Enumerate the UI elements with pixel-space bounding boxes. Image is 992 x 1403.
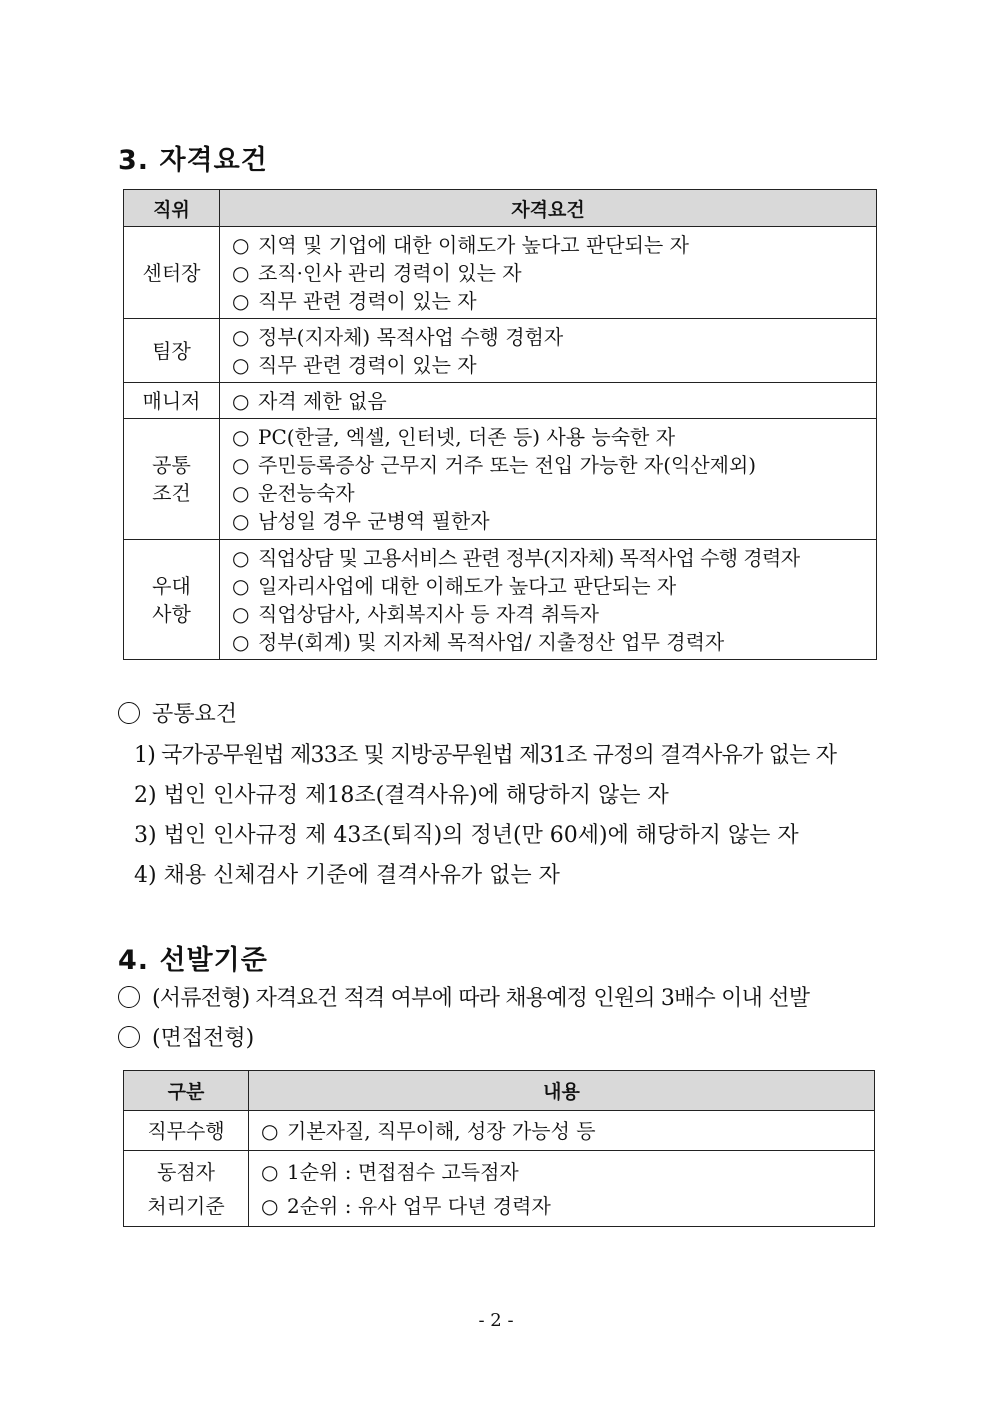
list-item: ○ 남성일 경우 군병역 필한자 — [232, 509, 490, 533]
requirements-cell — [220, 227, 877, 319]
header-content: 내용 — [249, 1071, 875, 1111]
position-cell: 우대 사항 — [124, 540, 220, 660]
list-item: ○ 지역 및 기업에 대한 이해도가 높다고 판단되는 자 — [232, 232, 689, 257]
category-cell: 직무수행 — [124, 1111, 249, 1151]
list-item: 3) 법인 인사규정 제 43조(퇴직)의 정년(만 60세)에 해당하지 않는 자 — [134, 823, 799, 848]
position-cell: 공통 조건 — [124, 419, 220, 540]
list-item: ○ 2순위 : 유사 업무 다년 경력자 — [261, 1193, 551, 1218]
category-cell: 동점자 처리기준 — [124, 1151, 249, 1227]
list-item: ○ 1순위 : 면접점수 고득점자 — [261, 1159, 519, 1184]
content-cell — [249, 1111, 875, 1151]
list-item: ○ 정부(지자체) 목적사업 수행 경험자 — [232, 324, 564, 349]
requirements-cell — [220, 419, 877, 540]
list-item: ○ PC(한글, 엑셀, 인터넷, 더존 등) 사용 능숙한 자 — [232, 425, 676, 449]
list-item: ○ 직업상담사, 사회복지사 등 자격 취득자 — [232, 601, 599, 626]
section-4-title: 4. 선발기준 — [118, 945, 268, 976]
requirements-cell — [220, 540, 877, 660]
list-item: ○ 운전능숙자 — [232, 481, 355, 505]
header-requirements: 자격요건 — [220, 190, 877, 227]
list-item: 1) 국가공무원법 제33조 및 지방공무원법 제31조 규정의 결격사유가 없는 자 — [134, 743, 837, 768]
list-item: ○ 직업상담 및 고용서비스 관련 정부(지자체) 목적사업 수행 경력자 — [232, 545, 800, 570]
selection-criteria-table — [123, 1070, 875, 1227]
list-item: ○ 기본자질, 직무이해, 성장 가능성 등 — [261, 1118, 596, 1143]
circle-bullet-icon — [118, 1026, 140, 1048]
requirements-cell — [220, 383, 877, 419]
list-item: 2) 법인 인사규정 제18조(결격사유)에 해당하지 않는 자 — [134, 783, 669, 808]
list-item: ○ 일자리사업에 대한 이해도가 높다고 판단되는 자 — [232, 573, 677, 598]
list-item: ○ 자격 제한 없음 — [232, 388, 387, 413]
position-cell: 매니저 — [124, 383, 220, 419]
requirements-cell — [220, 319, 877, 383]
document-screening-line: (서류전형) 자격요건 적격 여부에 따라 채용예정 인원의 3배수 이내 선발 — [118, 984, 809, 1014]
header-position: 직위 — [124, 190, 220, 227]
list-item: 4) 채용 신체검사 기준에 결격사유가 없는 자 — [134, 863, 560, 888]
content-cell — [249, 1151, 875, 1227]
position-cell: 팀장 — [124, 319, 220, 383]
page-number: - 2 - — [478, 1310, 514, 1331]
list-item: ○ 주민등록증상 근무지 거주 또는 전입 가능한 자(익산제외) — [232, 453, 757, 477]
list-item: ○ 정부(회계) 및 지자체 목적사업/ 지출정산 업무 경력자 — [232, 629, 725, 654]
header-category: 구분 — [124, 1071, 249, 1111]
list-item: ○ 조직·인사 관리 경력이 있는 자 — [232, 260, 522, 285]
list-item: ○ 직무 관련 경력이 있는 자 — [232, 288, 477, 313]
list-item: ○ 직무 관련 경력이 있는 자 — [232, 352, 477, 377]
section-3-title: 3. 자격요건 — [118, 145, 268, 176]
circle-bullet-icon — [118, 702, 140, 724]
common-requirements-heading: 공통요건 — [118, 700, 237, 730]
position-cell: 센터장 — [124, 227, 220, 319]
circle-bullet-icon — [118, 986, 140, 1008]
interview-screening-line: (면접전형) — [118, 1024, 254, 1054]
qualification-table — [123, 189, 877, 660]
